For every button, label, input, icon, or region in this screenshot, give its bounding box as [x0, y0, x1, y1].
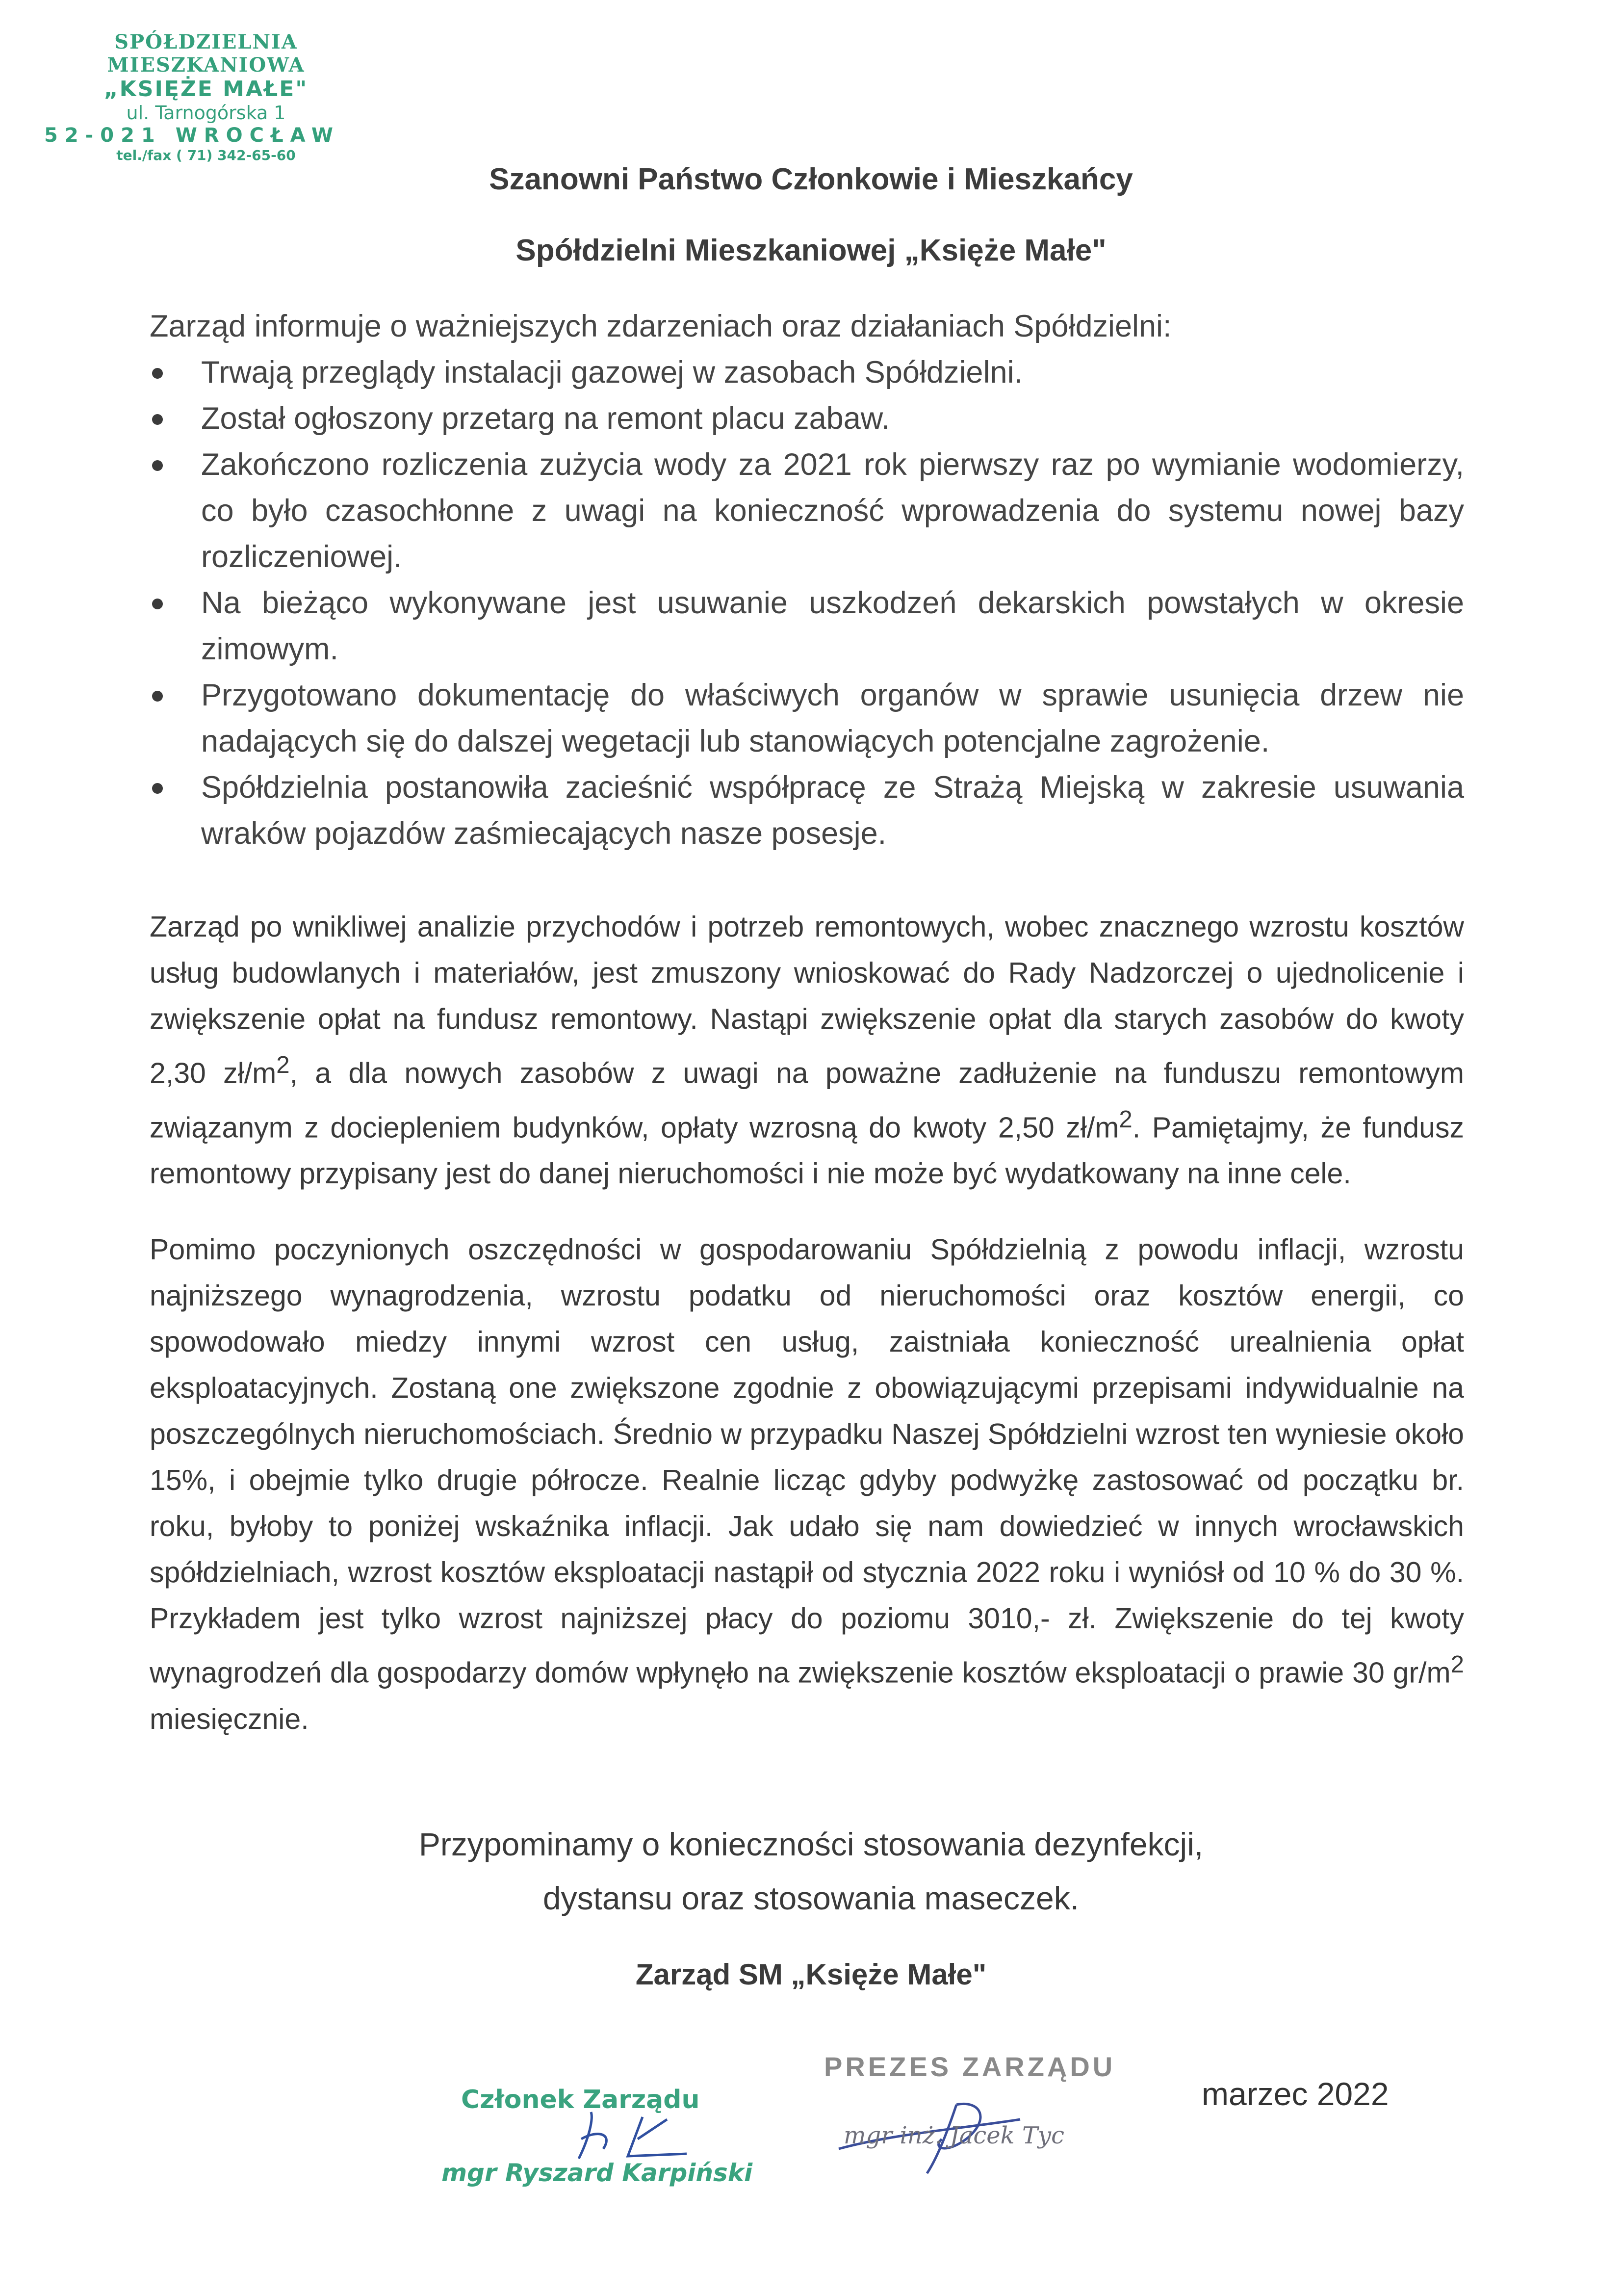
operating-costs-paragraph: [150, 1226, 1464, 1742]
bullet-item: [150, 442, 1464, 580]
bullet-item: [150, 395, 1464, 442]
paragraph-text: , a dla nowych zasobów z uwagi na poważne zadłużenie na funduszu remontowym związanym z dociepleniem budynków, opłaty wzrosną do kwoty 2,50 zł/m: [150, 1057, 1464, 1144]
bullet-item: [150, 672, 1464, 764]
salutation-heading: Szanowni Państwo Członkowie i Mieszkańcy: [489, 162, 1133, 196]
bullet-icon: [152, 691, 163, 702]
stamp-line-2: „KSIĘŻE MAŁE": [103, 77, 309, 102]
paragraph-text: miesięcznie.: [150, 1702, 309, 1735]
handwritten-signature-left: [569, 2110, 696, 2164]
bullet-text: Spółdzielnia postanowiła zacieśnić współpracę ze Strażą Miejską w zakresie usuwania wraków pojazdów zaśmiecających nasze posesje.: [201, 770, 1464, 851]
bullet-icon: [152, 783, 163, 794]
news-bullet-list: [150, 349, 1464, 857]
paragraph-text: Pomimo poczynionych oszczędności w gospodarowaniu Spółdzielnią z powodu inflacji, wzrostu najniższego wynagrodzenia, wzrostu podatku od nieruchomości oraz kosztów energii, co spowodowało miedzy innymi wzrost cen usług, zaistniała konieczność urealnienia opłat eksploatacyjnych. Zostaną one zwiększone zgodnie z obowiązującymi przepisami indywidualnie na poszczególnych nieruchomościach. Średnio w przypadku Naszej Spółdzielni wzrost ten wyniesie około 15%, i obejmie tylko drugie półrocze. Realnie licząc gdyby podwyżkę zastosować od początku br. roku, byłoby to poniżej wskaźnika inflacji. Jak udało się nam dowiedzieć w innych wrocławskich spółdzielniach, wzrost kosztów eksploatacji nastąpił od stycznia 2022 roku i wyniósł od 10 % do 30 %. Przykładem jest tylko wzrost najniższej płacy do poziomu 3010,- zł. Zwiększenie do tej kwoty wynagrodzeń dla gospodarzy domów wpłynęło na zwiększenie kosztów eksploatacji o prawie 30 gr/m: [150, 1233, 1464, 1689]
bullet-item: [150, 764, 1464, 857]
bullet-icon: [152, 414, 163, 425]
board-member-name: mgr Ryszard Karpiński: [441, 2159, 753, 2187]
cooperative-stamp: [29, 30, 383, 163]
bullet-item: [150, 349, 1464, 395]
bullet-text: Zakończono rozliczenia zużycia wody za 2021 rok pierwszy raz po wymianie wodomierzy, co było czasochłonne z uwagi na konieczność wprowadzenia do systemu nowej bazy rozliczeniowej.: [201, 447, 1464, 574]
board-member-title: Członek Zarządu: [461, 2085, 700, 2114]
superscript: 2: [276, 1051, 290, 1078]
paragraph-text: Zarząd po wnikliwej analizie przychodów i potrzeb remontowych, wobec znacznego wzrostu kosztów usług budowlanych i materiałów, jest zmuszony wnioskować do Rady Nadzorczej o ujednolicenie i zwiększenie opłat na fundusz remontowy. Nastąpi zwiększenie opłat dla starych zasobów do kwoty 2,30 zł/m: [150, 911, 1464, 1090]
stamp-city: 52-021 WROCŁAW: [44, 124, 340, 147]
paragraph-text: . Pamiętajmy, że fundusz remontowy przypisany jest do danej nieruchomości i nie może być wydatkowany na inne cele.: [150, 1111, 1464, 1190]
bullet-icon: [152, 460, 163, 471]
bullet-icon: [152, 368, 163, 379]
bullet-item: [150, 580, 1464, 672]
closing-reminder-line-2: dystansu oraz stosowania maseczek.: [542, 1880, 1080, 1916]
stamp-phone: tel./fax ( 71) 342-65-60: [116, 147, 296, 164]
superscript: 2: [1119, 1105, 1133, 1133]
bullet-text: Został ogłoszony przetarg na remont placu zabaw.: [201, 401, 890, 436]
bullet-text: Przygotowano dokumentację do właściwych organów w sprawie usunięcia drzew nie nadających się do dalszej wegetacji lub stanowiących potencjalne zagrożenie.: [201, 678, 1464, 758]
bullet-text: Trwają przeglądy instalacji gazowej w zasobach Spółdzielni.: [201, 355, 1023, 390]
board-signature: Zarząd SM „Księże Małe": [635, 1958, 987, 1991]
document-date: marzec 2022: [1202, 2076, 1389, 2112]
president-title: PREZES ZARZĄDU: [824, 2051, 1116, 2082]
president-name: mgr inż. Jacek Tyc: [844, 2122, 1065, 2149]
intro-text: Zarząd informuje o ważniejszych zdarzeniach oraz działaniach Spółdzielni:: [150, 309, 1172, 343]
bullet-icon: [152, 599, 163, 609]
superscript: 2: [1450, 1651, 1464, 1678]
closing-reminder-line-1: Przypominamy o konieczności stosowania dezynfekcji,: [418, 1826, 1204, 1862]
bullet-text: Na bieżąco wykonywane jest usuwanie uszkodzeń dekarskich powstałych w okresie zimowym.: [201, 586, 1464, 666]
stamp-line-1: SPÓŁDZIELNIA MIESZKANIOWA: [107, 30, 305, 77]
renovation-fund-paragraph: [150, 904, 1464, 1197]
stamp-address: ul. Tarnogórska 1: [126, 102, 286, 124]
cooperative-heading: Spółdzielni Mieszkaniowej „Księże Małe": [515, 234, 1107, 267]
